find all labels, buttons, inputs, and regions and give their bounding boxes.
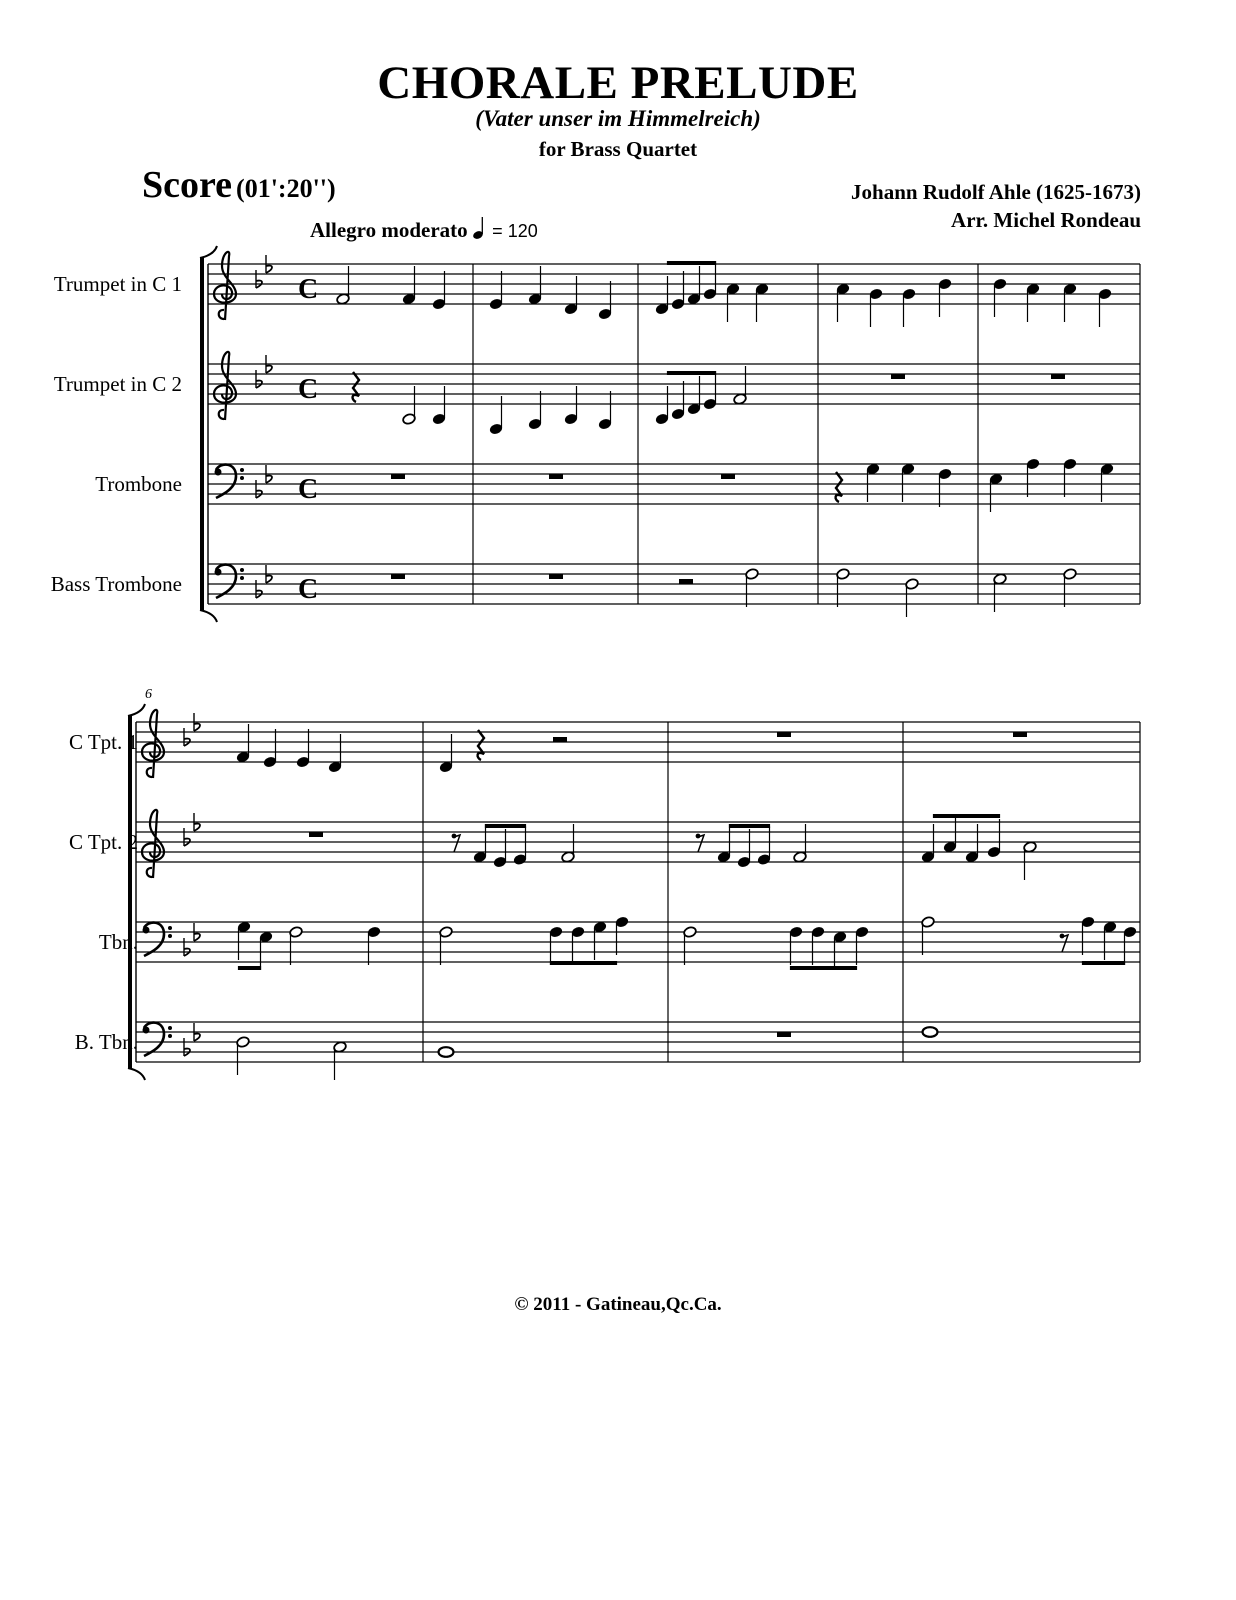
duration: (01':20'') xyxy=(236,174,336,203)
bass-clef-dot xyxy=(168,1034,172,1038)
quarter-rest xyxy=(478,730,484,760)
whole-rest xyxy=(391,574,405,579)
bass-clef-dot xyxy=(240,576,244,580)
whole-rest xyxy=(391,474,405,479)
system-bracket xyxy=(200,610,217,622)
treble-clef-icon xyxy=(142,810,164,878)
composer-credit: Johann Rudolf Ahle (1625-1673) xyxy=(851,180,1141,204)
note-beam xyxy=(550,961,617,965)
whole-rest xyxy=(721,474,735,479)
system-bracket xyxy=(128,704,145,716)
bass-clef-dot xyxy=(240,476,244,480)
flat-sign xyxy=(266,576,272,583)
whole-note xyxy=(439,1047,454,1057)
tempo-equals: = xyxy=(492,221,503,241)
bass-clef-dot xyxy=(240,468,244,472)
flat-sign xyxy=(194,934,200,941)
bass-clef-dot xyxy=(215,469,222,476)
half-rest xyxy=(679,579,693,584)
whole-rest xyxy=(1013,732,1027,737)
score-subtitle: (Vater unser im Himmelreich) xyxy=(475,106,761,131)
score-word: Score xyxy=(142,164,233,206)
instrument-name-trumpet-1-short: C Tpt. 1 xyxy=(68,730,138,754)
whole-rest xyxy=(549,574,563,579)
whole-rest xyxy=(777,1032,791,1037)
whole-rest xyxy=(891,374,905,379)
bass-clef-dot xyxy=(215,569,222,576)
instrument-name-trombone-short: Tbn. xyxy=(98,930,138,954)
whole-rest xyxy=(777,732,791,737)
instrument-name-trumpet-1: Trumpet in C 1 xyxy=(53,272,182,296)
bass-clef-dot xyxy=(240,568,244,572)
note-beam xyxy=(238,966,261,970)
instrument-name-bass-trombone: Bass Trombone xyxy=(50,572,182,596)
quarter-rest xyxy=(836,472,842,502)
flat-sign xyxy=(266,266,272,273)
bass-clef-dot xyxy=(143,927,150,934)
instrument-name-trombone: Trombone xyxy=(95,472,182,496)
bass-clef-dot xyxy=(168,926,172,930)
system-bracket xyxy=(128,1068,145,1080)
common-time-icon: C xyxy=(298,574,319,605)
treble-clef-icon xyxy=(214,352,236,420)
whole-rest xyxy=(549,474,563,479)
instrumentation-line: for Brass Quartet xyxy=(538,137,698,161)
system-bracket xyxy=(200,246,217,258)
treble-clef-icon xyxy=(214,252,236,320)
quarter-rest xyxy=(353,372,359,402)
tempo-bpm: 120 xyxy=(507,221,538,241)
bass-clef-dot xyxy=(168,934,172,938)
instrument-name-trumpet-2: Trumpet in C 2 xyxy=(53,372,182,396)
flat-sign xyxy=(266,476,272,483)
flat-sign xyxy=(194,824,200,831)
instrument-name-trumpet-2-short: C Tpt. 2 xyxy=(68,830,138,854)
half-rest xyxy=(553,737,567,742)
instrument-name-bass-trombone-short: B. Tbn. xyxy=(74,1030,138,1054)
score-title: CHORALE PRELUDE xyxy=(377,57,859,109)
flat-sign xyxy=(194,1034,200,1041)
note-beam xyxy=(729,824,770,828)
note-beam xyxy=(933,814,1000,818)
note-beam xyxy=(1082,961,1125,965)
note-beam xyxy=(667,371,716,375)
note-beam xyxy=(667,261,716,265)
common-time-icon: C xyxy=(298,274,319,305)
whole-note xyxy=(923,1027,938,1037)
arranger-credit: Arr. Michel Rondeau xyxy=(951,208,1141,232)
copyright-notice: © 2011 - Gatineau,Qc.Ca. xyxy=(514,1294,722,1315)
common-time-icon: C xyxy=(298,374,319,405)
note-beam xyxy=(790,966,857,970)
whole-rest xyxy=(1051,374,1065,379)
flat-sign xyxy=(194,724,200,731)
bass-clef-dot xyxy=(143,1027,150,1034)
measure-number: 6 xyxy=(145,687,152,702)
note-beam xyxy=(485,824,526,828)
tempo-text: Allegro moderato xyxy=(310,218,468,242)
whole-rest xyxy=(309,832,323,837)
bass-clef-dot xyxy=(168,1026,172,1030)
flat-sign xyxy=(266,366,272,373)
treble-clef-icon xyxy=(142,710,164,778)
common-time-icon: C xyxy=(298,474,319,505)
